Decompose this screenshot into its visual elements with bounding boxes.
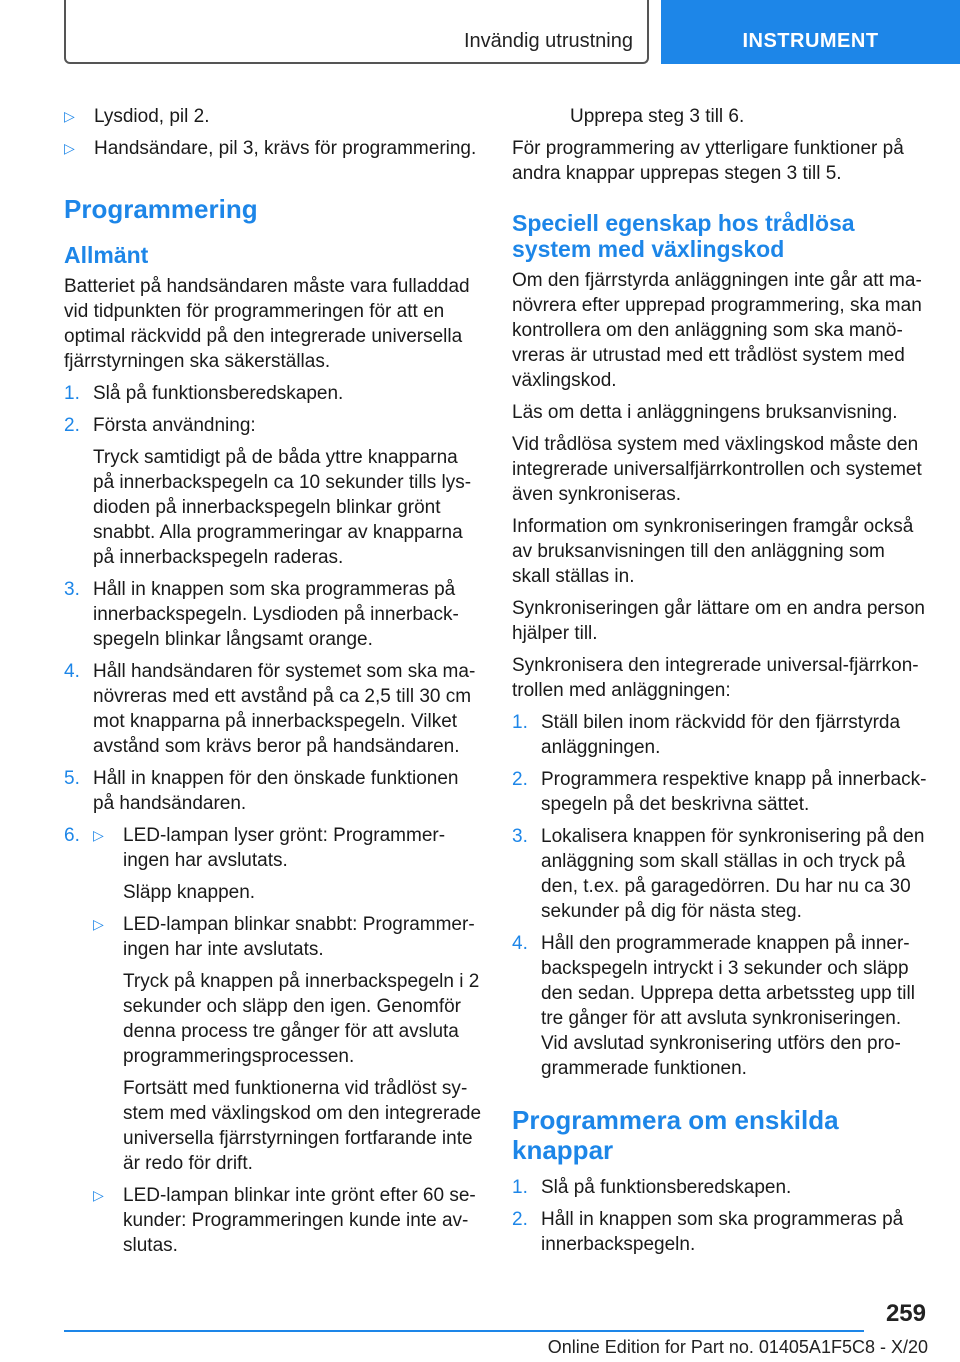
step-1: 1. Slå på funktionsberedskapen.	[64, 383, 344, 404]
header-chapter-tab[interactable]	[661, 0, 960, 64]
header-chapter-title: INSTRUMENT	[742, 30, 879, 52]
list-item: ▷ Handsändare, pil 3, krävs för programmering.	[64, 138, 477, 159]
heading-general: Allmänt	[64, 242, 149, 268]
header-section-tab	[64, 0, 649, 64]
heading-single-buttons: Programmera om enskilda knappar	[512, 1105, 839, 1165]
step-3: 3. Håll in knappen som ska programmeras på innerbackspegeln. Lysdioden på innerbackspegeln blinkar långsamt orange.	[64, 579, 459, 650]
paragraph: Vid trådlösa system med växlingskod måste den integrerade universalfjärrkontrollen och systemet även synkroniseras.	[512, 434, 922, 505]
triangle-bullet-icon: ▷	[64, 108, 75, 124]
page-number: 259	[885, 1300, 926, 1327]
more-buttons-paragraph: För programmering av ytterligare funktioner på andra knappar upprepas stegen 3 till 5.	[512, 138, 904, 184]
triangle-bullet-icon: ▷	[93, 1187, 104, 1203]
paragraph: Synkroniseringen går lättare om en andra person hjälper till.	[512, 598, 925, 644]
list-item: ▷ LED-lampan blinkar inte grönt efter 60 sekunder: Programmeringen kunde inte avslutas.	[93, 1185, 476, 1256]
paragraph: Synkronisera den integrerade universal-fjärrkontrollen med anläggningen:	[512, 655, 919, 701]
sync-step-3: 3. Lokalisera knappen för synkronisering på den anläggning som skall ställas in och tryck på den, t.ex. på garagedörren. Du har nu ca 30 sekunder på dig för nästa steg.	[512, 826, 925, 922]
step-5: 5. Håll in knappen för den önskade funktionen på handsändaren.	[64, 768, 459, 814]
triangle-bullet-icon: ▷	[93, 916, 104, 932]
list-item: ▷ LED-lampan blinkar snabbt: Programmeringen har inte avslutats. Tryck på knappen på innerbackspegeln i 2 sekunder och släpp den igen. Genomför denna process tre gånger för att avsluta programmeringsprocessen. Fortsätt med funktionerna vid trådlöst system med växlingskod om den integrerade universella fjärrstyrningen fortfarande inte är redo för drift.	[93, 914, 482, 1174]
sync-step-1: 1. Ställ bilen inom räckvidd för den fjärrstyrda anläggningen.	[512, 712, 901, 758]
heading-programming: Programmering	[64, 194, 258, 224]
paragraph: Information om synkroniseringen framgår också av bruksanvisningen till den anläggning som skall ställas in.	[512, 516, 914, 587]
triangle-bullet-icon: ▷	[64, 140, 75, 156]
header-section-title: Invändig utrustning	[463, 30, 633, 52]
list-item: ▷ Lysdiod, pil 2.	[64, 106, 210, 127]
repeat-note: Upprepa steg 3 till 6.	[570, 106, 745, 127]
step-6: 6. ▷ LED-lampan lyser grönt: Programmeringen har avslutats. Släpp knappen. ▷ LED-lampan blinkar snabbt: Programmeringen har inte avslutats. Tryck på knappen på innerbackspegeln i 2 sekunder och släpp den igen. Genomför denna process tre gånger för att avsluta programmeringsprocessen. Fortsätt med funktionerna vid trådlöst system med växlingskod om den integrerade universella fjärrstyrningen fortfarande inte är redo för drift. ▷ LED-lampan blinkar inte grönt efter 60 sekunder: Programmeringen kunde inte avslutas.	[64, 823, 484, 1258]
triangle-bullet-icon: ▷	[93, 827, 104, 843]
list-item: ▷ LED-lampan lyser grönt: Programmeringen har avslutats. Släpp knappen.	[93, 825, 446, 903]
sync-step-4: 4. Håll den programmerade knappen på innerbackspegeln intryckt i 3 sekunder och släpp den sedan. Upprepa detta arbetssteg upp till tre gånger för att avsluta synkroniseringen. Vid avslutad synkronisering utförs den programmerade funktionen.	[512, 933, 915, 1079]
sync-step-2: 2. Programmera respektive knapp på innerbackspegeln på det beskrivna sättet.	[512, 769, 927, 815]
paragraph: Läs om detta i anläggningens bruksanvisning.	[512, 402, 898, 423]
step-2: 2. Första användning: Tryck samtidigt på de båda yttre knapparna på innerbackspegeln ca 10 sekunder tills lysdioden på innerbackspegeln blinkar grönt snabbt. Alla programmeringar av knapparna på innerbackspegeln raderas.	[64, 415, 472, 568]
heading-rolling-code: Speciell egenskap hos trådlösa system med växlingskod	[512, 210, 855, 262]
single-step-1: 1. Slå på funktionsberedskapen.	[512, 1177, 792, 1198]
intro-paragraph: Batteriet på handsändaren måste vara fulladdad vid tidpunkten för programmeringen för att en optimal räckvidd på den integrerade universella fjärrstyrningen ska säkerställas.	[64, 276, 470, 372]
footer-edition: Online Edition for Part no. 01405A1F5C8 - X/20	[547, 1337, 928, 1357]
paragraph: Om den fjärrstyrda anläggningen inte går att manövrera efter upprepad programmering, ska man kontrollera om den anläggning som ska manövreras är utrustad med ett trådlöst system med växlingskod.	[512, 270, 922, 391]
right-column	[512, 104, 928, 1264]
left-column	[64, 104, 484, 1265]
step-4: 4. Håll handsändaren för systemet som ska manövreras med ett avstånd på ca 2,5 till 30 cm mot knapparna på innerbackspegeln. Vilket avstånd som krävs beror på handsändaren.	[64, 661, 476, 757]
single-step-2: 2. Håll in knappen som ska programmeras på innerbackspegeln.	[512, 1209, 904, 1255]
footer-divider	[64, 1330, 864, 1332]
